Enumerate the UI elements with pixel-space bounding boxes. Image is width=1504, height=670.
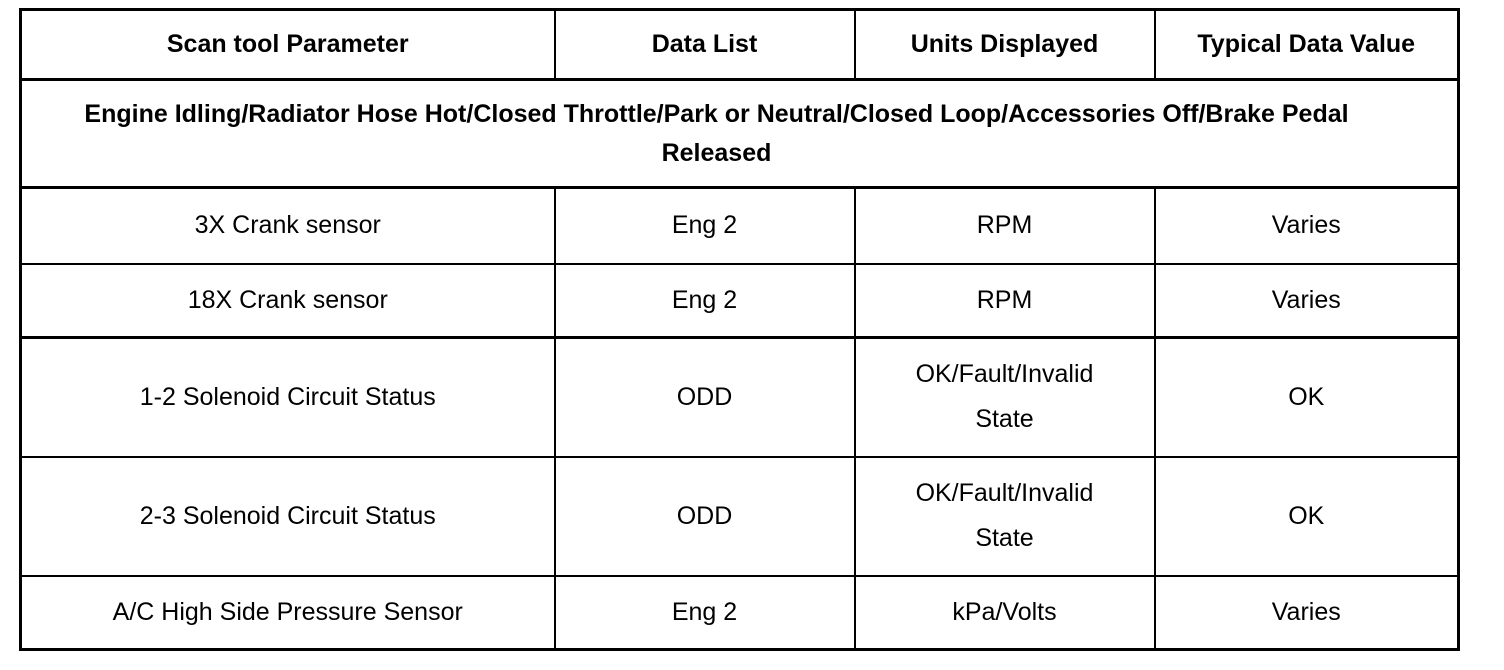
typical-value-cell: Varies bbox=[1155, 576, 1459, 650]
table-row bbox=[21, 457, 1459, 576]
parameter-cell: 3X Crank sensor bbox=[21, 188, 555, 264]
typical-value-cell: OK bbox=[1155, 457, 1459, 576]
parameter-cell: 1-2 Solenoid Circuit Status bbox=[21, 338, 555, 457]
header-units-displayed: Units Displayed bbox=[855, 10, 1155, 80]
units-text: OK/Fault/Invalid State bbox=[915, 479, 1094, 552]
units-cell bbox=[855, 457, 1155, 576]
units-cell: RPM bbox=[855, 188, 1155, 264]
data-list-cell: Eng 2 bbox=[555, 264, 855, 338]
table-row bbox=[21, 338, 1459, 457]
parameter-cell: 18X Crank sensor bbox=[21, 264, 555, 338]
typical-value-cell: Varies bbox=[1155, 264, 1459, 338]
header-data-list: Data List bbox=[555, 10, 855, 80]
data-list-cell: ODD bbox=[555, 338, 855, 457]
units-text: OK/Fault/Invalid State bbox=[915, 360, 1094, 434]
table-row bbox=[21, 188, 1459, 264]
typical-value-cell: OK bbox=[1155, 338, 1459, 457]
table-row bbox=[21, 576, 1459, 650]
test-condition-text: Engine Idling/Radiator Hose Hot/Closed Throttle/Park or Neutral/Closed Loop/Accessories Off/Brake Pedal Released bbox=[21, 80, 1459, 188]
header-typical-data-value: Typical Data Value bbox=[1155, 10, 1459, 80]
data-list-cell: Eng 2 bbox=[555, 188, 855, 264]
units-cell: kPa/Volts bbox=[855, 576, 1155, 650]
units-cell: RPM bbox=[855, 264, 1155, 338]
table-header-row bbox=[21, 10, 1459, 80]
condition-row bbox=[21, 80, 1459, 188]
parameter-cell: 2-3 Solenoid Circuit Status bbox=[21, 457, 555, 576]
data-list-cell: Eng 2 bbox=[555, 576, 855, 650]
parameter-cell: A/C High Side Pressure Sensor bbox=[21, 576, 555, 650]
scan-tool-data-table bbox=[19, 8, 1460, 651]
table-row bbox=[21, 264, 1459, 338]
header-scan-tool-parameter: Scan tool Parameter bbox=[21, 10, 555, 80]
units-cell bbox=[855, 338, 1155, 457]
typical-value-cell: Varies bbox=[1155, 188, 1459, 264]
data-list-cell: ODD bbox=[555, 457, 855, 576]
